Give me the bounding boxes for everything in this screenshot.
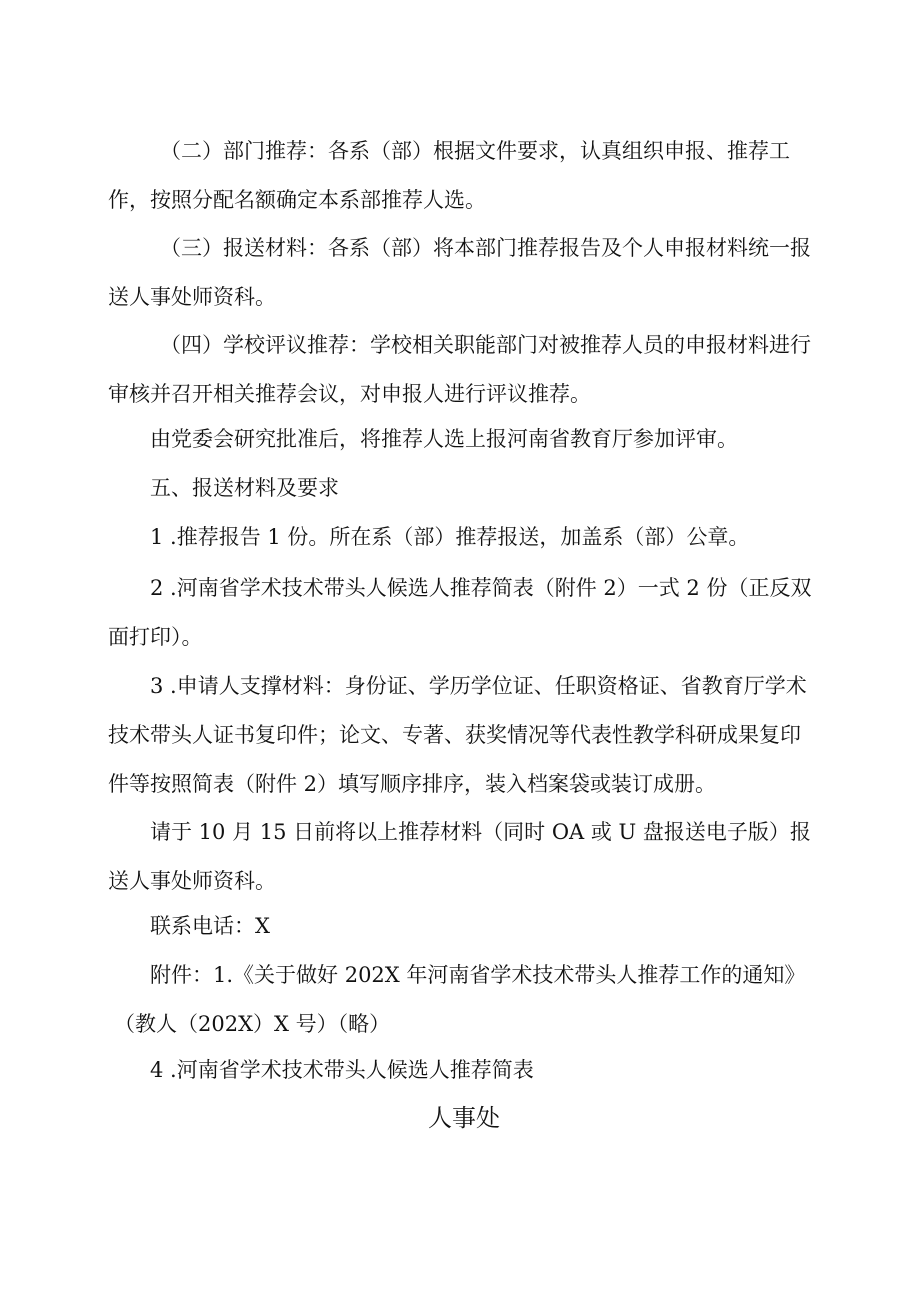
- attachment-1-number: （教人（202X）X 号）（略）: [114, 1012, 391, 1036]
- attachment-2: 4 .河南省学术技术带头人候选人推荐简表: [150, 1058, 534, 1082]
- list-item-report: 1 .推荐报告 1 份。所在系（部）推荐报送，加盖系（部）公章。: [150, 525, 750, 549]
- section-heading-materials: 五、报送材料及要求: [150, 476, 339, 500]
- paragraph-party-approval: 由党委会研究批准后，将推荐人选上报河南省教育厅参加评审。: [150, 427, 738, 451]
- paragraph-submit-materials: （三）报送材料：各系（部）将本部门推荐报告及个人申报材料统一报送人事处师资科。: [108, 236, 811, 309]
- list-item-form: 2 .河南省学术技术带头人候选人推荐简表（附件 2）一式 2 份（正反双面打印）。: [108, 576, 812, 649]
- paragraph-school-review: （四）学校评议推荐：学校相关职能部门对被推荐人员的申报材料进行审核并召开相关推荐会议，对申报人进行评议推荐。: [108, 333, 811, 406]
- attachment-1: 附件：1.《关于做好 202X 年河南省学术技术带头人推荐工作的通知》: [150, 963, 806, 987]
- paragraph-deadline: 请于 10 月 15 日前将以上推荐材料（同时 OA 或 U 盘报送电子版）报送人事处师资科。: [108, 820, 811, 893]
- signature-department: 人事处: [428, 1104, 500, 1132]
- list-item-supporting-materials: 3 .申请人支撑材料：身份证、学历学位证、任职资格证、省教育厅学术技术带头人证书复印件；论文、专著、获奖情况等代表性教学科研成果复印件等按照简表（附件 2）填写顺序排序，装入档案袋或装订成册。: [108, 674, 807, 796]
- paragraph-department-recommendation: （二）部门推荐：各系（部）根据文件要求，认真组织申报、推荐工作，按照分配名额确定本系部推荐人选。: [108, 139, 790, 212]
- contact-phone: 联系电话：X: [150, 914, 270, 938]
